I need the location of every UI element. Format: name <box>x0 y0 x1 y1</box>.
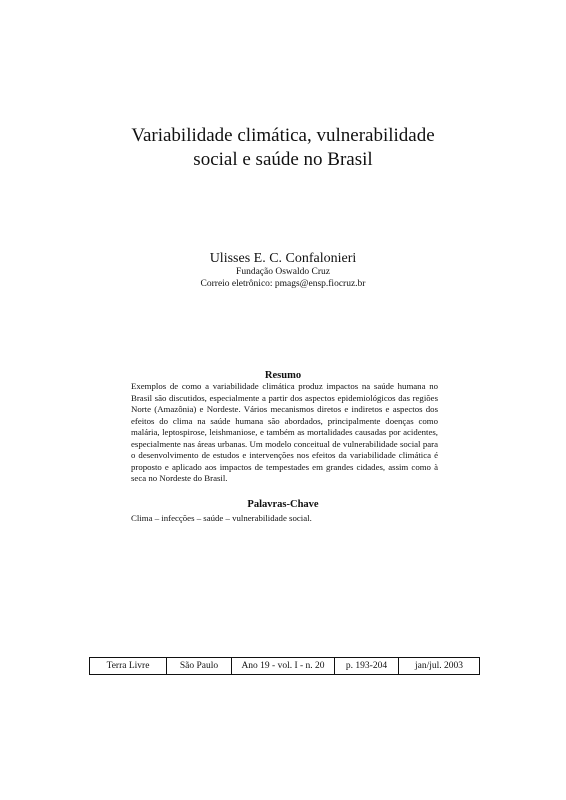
citation-date: jan/jul. 2003 <box>399 658 480 675</box>
citation-volume: Ano 19 - vol. I - n. 20 <box>232 658 335 675</box>
abstract-text: Exemplos de como a variabilidade climática produz impactos na saúde humana no Brasil são discutidos, especialmente a partir dos aspectos epidemiológicos das regiões Norte (Amazônia) e Nordeste. Vários mecanismos diretos e indiretos e aspectos dos efeitos do clima na saúde humana são abordados, principalmente doenças como malária, leptospirose, leishmaniose, e também as mortalidades causadas por acidentes, especialmente nas áreas urbanas. Um modelo conceitual de vulnerabilidade social para o desenvolvimento de estudos e intervenções nos efeitos da variabilidade climática é proposto e aplicado aos impactos de tempestades em grandes cidades, assim como à seca no Nordeste do Brasil. <box>131 381 438 483</box>
author-email[interactable]: Correio eletrônico: pmags@ensp.fiocruz.br <box>200 279 366 289</box>
keywords-text: Clima – infecções – saúde – vulnerabilidade social. <box>131 513 312 523</box>
title-line-1: Variabilidade climática, vulnerabilidade <box>131 125 435 146</box>
citation-journal: Terra Livre <box>90 658 167 675</box>
citation-city: São Paulo <box>167 658 232 675</box>
institution: Fundação Oswaldo Cruz <box>236 267 330 277</box>
abstract-heading: Resumo <box>264 370 302 381</box>
author-name: Ulisses E. C. Confalonieri <box>209 251 357 266</box>
title-line-2: social e saúde no Brasil <box>193 149 373 170</box>
citation-pages: p. 193-204 <box>335 658 399 675</box>
citation-table <box>89 657 480 675</box>
citation-row <box>90 658 480 675</box>
paper-title <box>0 124 566 172</box>
author-affiliation <box>0 266 566 290</box>
keywords-heading: Palavras-Chave <box>247 499 319 510</box>
